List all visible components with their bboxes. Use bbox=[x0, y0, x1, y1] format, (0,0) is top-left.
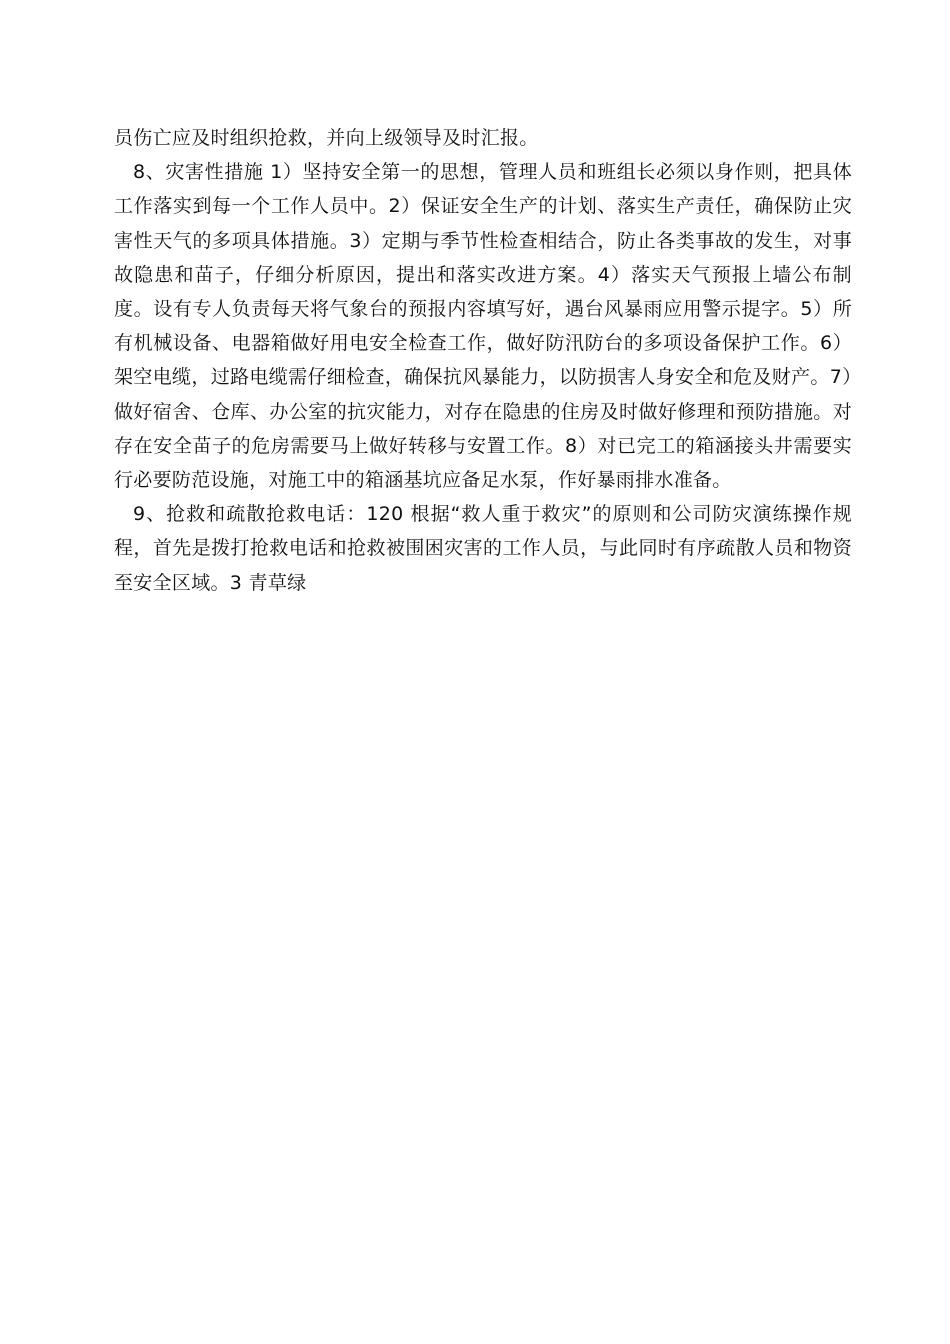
document-body bbox=[114, 121, 852, 600]
paragraph-rescue-evacuation: 9、抢救和疏散抢救电话：120 根据“救人重于救灾”的原则和公司防灾演练操作规程，首先是拨打抢救电话和抢救被围困灾害的工作人员，与此同时有序疏散人员和物资至安全区域。3 青草绿 bbox=[114, 503, 852, 594]
paragraph-continuation: 员伤亡应及时组织抢救，并向上级领导及时汇报。 bbox=[114, 127, 539, 149]
paragraph-disaster-measures: 8、灾害性措施 1）坚持安全第一的思想，管理人员和班组长必须以身作则，把具体工作落实到每一个工作人员中。2）保证安全生产的计划、落实生产责任，确保防止灾害性天气的多项具体措施。3）定期与季节性检查相结合，防止各类事故的发生，对事故隐患和苗子，仔细分析原因，提出和落实改进方案。4）落实天气预报上墙公布制度。设有专人负责每天将气象台的预报内容填写好，遇台风暴雨应用警示提字。5）所有机械设备、电器箱做好用电安全检查工作，做好防汛防台的多项设备保护工作。6）架空电缆，过路电缆需仔细检查，确保抗风暴能力，以防损害人身安全和危及财产。7）做好宿舍、仓库、办公室的抗灾能力，对存在隐患的住房及时做好修理和预防措施。对存在安全苗子的危房需要马上做好转移与安置工作。8）对已完工的箱涵接头井需要实行必要防范设施，对施工中的箱涵基坑应备足水泵，作好暴雨排水准备。 bbox=[114, 161, 852, 492]
